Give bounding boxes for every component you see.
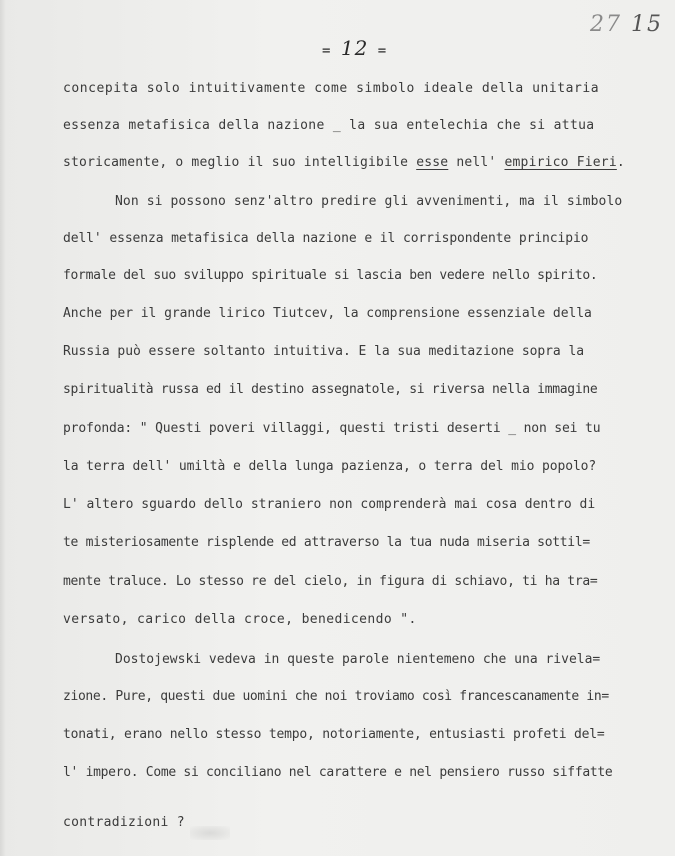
page-left-edge (0, 0, 6, 856)
text-segment: storicamente, o meglio il suo intelligibile (63, 155, 417, 170)
text-line-underlined (63, 155, 625, 171)
text-segment: . (616, 155, 625, 170)
text-line: formale del suo sviluppo spirituale si lascia ben vedere nello spirito. (63, 268, 598, 283)
text-line: l' impero. Come si conciliano nel carattere e nel pensiero russo siffatte (63, 765, 613, 780)
underlined-word-esse: esse (416, 155, 449, 170)
text-line: dell' essenza metafisica della nazione e il corrispondente principio (63, 231, 589, 246)
text-line: L' altero sguardo dello straniero non comprenderà mai cosa dentro di (63, 497, 596, 512)
page-number-prefix: = (322, 43, 341, 59)
text-line: mente traluce. Lo stesso re del cielo, in figura di schiavo, ti ha tra= (63, 574, 598, 589)
archive-number-first: 27 (590, 12, 622, 37)
archive-number (590, 12, 663, 37)
text-line: zione. Pure, questi due uomini che noi troviamo così francescanamente in= (63, 689, 609, 704)
text-line: Dostojewski vedeva in queste parole nientemeno che una rivela= (115, 652, 601, 667)
page-number-suffix: = (368, 43, 388, 59)
text-line: tonati, erano nello stesso tempo, notoriamente, entusiasti profeti del= (63, 727, 605, 742)
text-line: Anche per il grande lirico Tiutcev, la comprensione essenziale della (63, 306, 592, 321)
text-line: versato, carico della croce, benedicendo ". (63, 612, 417, 627)
page-number (322, 36, 387, 60)
underlined-phrase-empirico-fieri: empirico Fieri (504, 155, 617, 170)
archive-number-second: 15 (631, 12, 663, 37)
text-line: te misteriosamente risplende ed attraverso la tua nuda miseria sottil= (63, 535, 590, 550)
text-line: Russia può essere soltanto intuitiva. E la sua meditazione sopra la (63, 344, 585, 359)
text-line: spiritualità russa ed il destino assegnatole, si riversa nella immagine (63, 382, 598, 397)
text-line: profonda: " Questi poveri villaggi, questi tristi deserti _ non sei tu (63, 421, 601, 436)
text-line: concepita solo intuitivamente come simbolo ideale della unitaria (63, 81, 600, 96)
text-segment: nell' (448, 155, 505, 170)
ink-smudge (190, 826, 230, 840)
text-line: contradizioni ? (63, 815, 185, 830)
page-number-handwritten: 12 (340, 36, 369, 60)
text-line: Non si possono senz'altro predire gli avvenimenti, ma il simbolo (115, 194, 623, 209)
text-line: la terra dell' umiltà e della lunga pazienza, o terra del mio popolo? (63, 459, 597, 474)
text-line: essenza metafisica della nazione _ la sua entelechia che si attua (63, 118, 595, 133)
